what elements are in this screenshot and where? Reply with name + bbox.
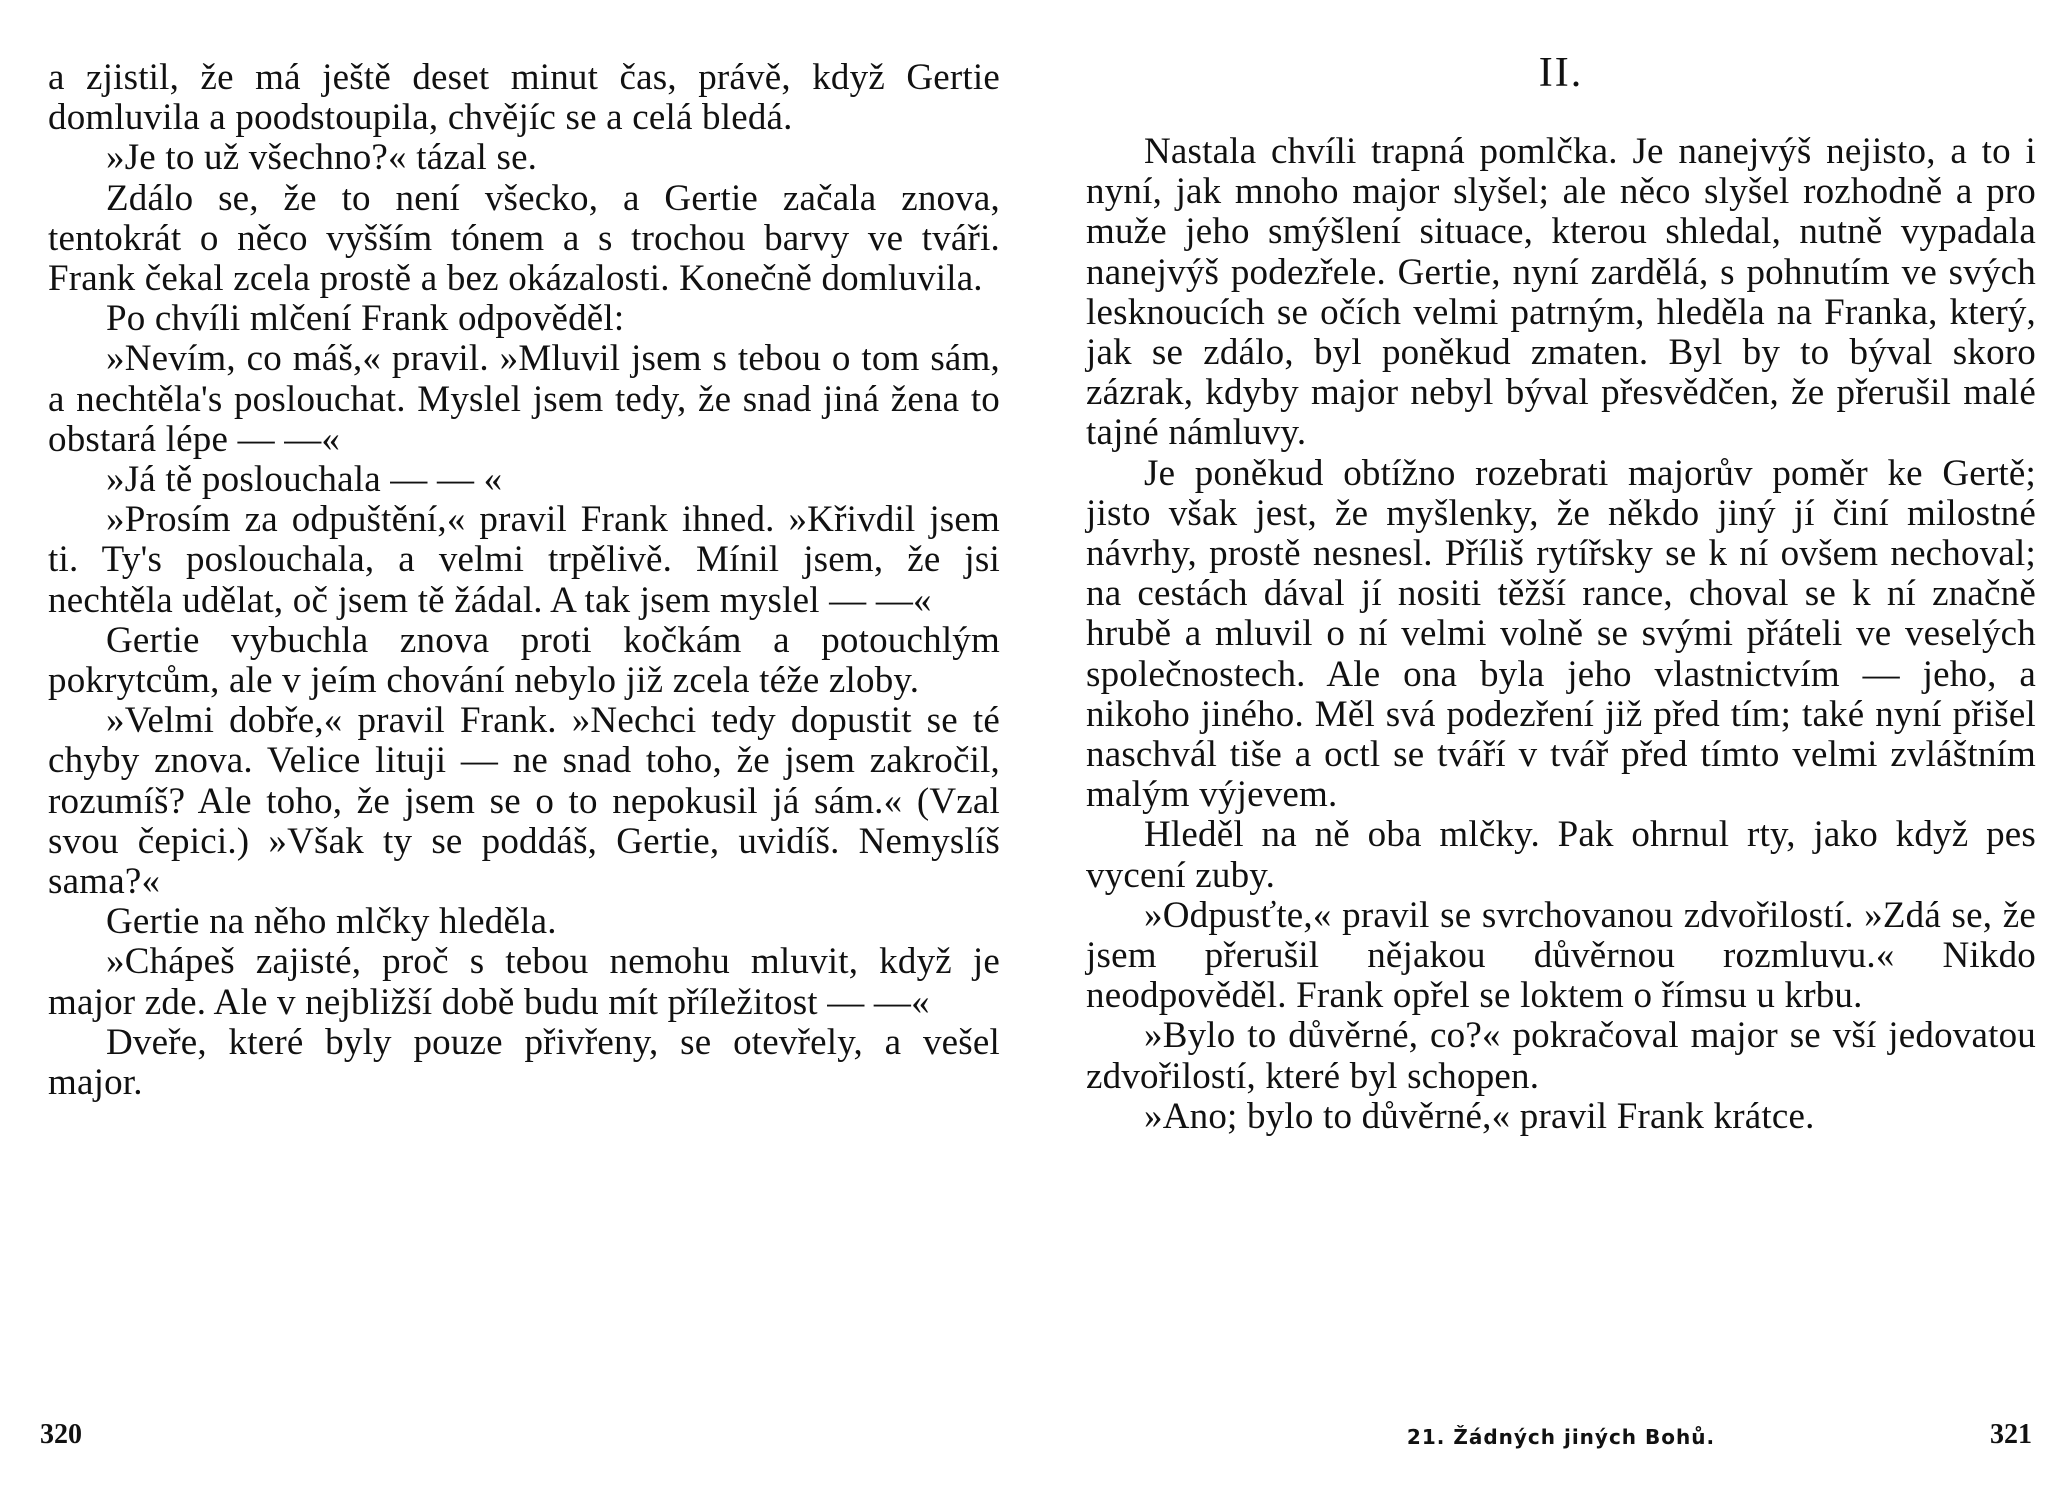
right-paragraph-2: Je poněkud obtížno rozebrati majorův poměr ke Gertě; jisto však jest, že myšlenky, že někdo jiný jí činí milostné návrhy, prostě nesnesl. Příliš rytířsky se k ní ovšem nechoval; na cestách dával jí nositi těžší rance, choval se k ní značně hrubě a mluvil o ní velmi volně se svými přáteli ve veselých společnostech. Ale ona byla jeho vlastnictvím — jeho, a nikoho jiného. Měl svá podezření již před tím; také nyní přišel naschvál tiše a octl se tváří v tvář před tímto velmi zvláštním malým výjevem. [1086,452,2036,816]
left-paragraph-10: Gertie na něho mlčky hleděla. [106,901,557,943]
right-page-text [1086,132,2036,1137]
right-paragraph-4: »Odpusťte,« pravil se svrchovanou zdvořilostí. »Zdá se, že jsem přerušil nějakou důvěrnou rozmluvu.« Nikdo neodpověděl. Frank opřel se loktem o římsu u krbu. [1086,894,2036,1017]
left-paragraph-3: Zdálo se, že to není všecko, a Gertie začala znova, tentokrát o něco vyšším tónem a s trochou barvy ve tváři. Frank čekal zcela prostě a bez okázalosti. Konečně domluvila. [48,177,1000,300]
left-paragraph-2: »Je to už všechno?« tázal se. [106,137,538,179]
chapter-heading: II. [1538,50,1584,96]
left-paragraph-5: »Nevím, co máš,« pravil. »Mluvil jsem s tebou o tom sám, a nechtěla's poslouchat. Myslel jsem tedy, že snad jiná žena to obstará lépe — —« [48,338,1000,460]
page-number-left: 320 [40,1419,82,1450]
left-paragraph-4: Po chvíli mlčení Frank odpověděl: [106,298,625,340]
left-paragraph-8: Gertie vybuchla znova proti kočkám a potouchlým pokrytcům, ale v jeím chování nebylo již zcela téže zloby. [48,619,1000,702]
right-paragraph-6: »Ano; bylo to důvěrné,« pravil Frank krátce. [1144,1095,1815,1137]
left-paragraph-12: Dveře, které byly pouze přivřeny, se otevřely, a vešel major. [48,1021,1000,1104]
left-paragraph-9: »Velmi dobře,« pravil Frank. »Nechci tedy dopustit se té chyby znova. Velice lituji — ne snad toho, že jsem zakročil, rozumíš? Ale toho, že jsem se o to nepokusil já sám.« (Vzal svou čepici.) »Však ty se poddáš, Gertie, uvidíš. Nemyslíš sama?« [48,700,1000,903]
page-number-right: 321 [1990,1419,2032,1450]
right-page [1036,0,2072,1500]
left-page-text [48,58,1000,1103]
left-paragraph-7: »Prosím za odpuštění,« pravil Frank ihned. »Křivdil jsem ti. Ty's poslouchala, a velmi trpělivě. Mínil jsem, že jsi nechtěla udělat, oč jsem tě žádal. A tak jsem myslel — —« [48,499,1000,621]
right-paragraph-3: Hleděl na ně oba mlčky. Pak ohrnul rty, jako když pes vycení zuby. [1086,814,2036,896]
left-paragraph-6: »Já tě poslouchala — — « [106,459,503,501]
right-paragraph-5: »Bylo to důvěrné, co?« pokračoval major se vší jedovatou zdvořilostí, které byl schopen. [1086,1015,2036,1097]
left-paragraph-1: a zjistil, že má ještě deset minut čas, právě, když Gertie domluvila a poodstoupila, chvějíc se a celá bledá. [48,57,1000,139]
left-paragraph-11: »Chápeš zajisté, proč s tebou nemohu mluvit, když je major zde. Ale v nejbližší době budu mít příležitost — —« [48,941,1000,1023]
right-paragraph-1: Nastala chvíli trapná pomlčka. Je nanejvýš nejisto, a to i nyní, jak mnoho major slyšel; ale něco slyšel rozhodně a pro muže jeho smýšlení situace, kterou shledal, nutně vypadala nanejvýš podezřele. Gertie, nyní zardělá, s pohnutím ve svých lesknoucích se očích velmi patrným, hleděla na Franka, který, jak se zdálo, byl poněkud zmaten. Byl by to býval skoro zázrak, kdyby major nebyl býval přesvědčen, že přerušil malé tajné námluvy. [1086,131,2036,454]
printer-signature: 21. Žádných jiných Bohů. [1406,1425,1716,1449]
